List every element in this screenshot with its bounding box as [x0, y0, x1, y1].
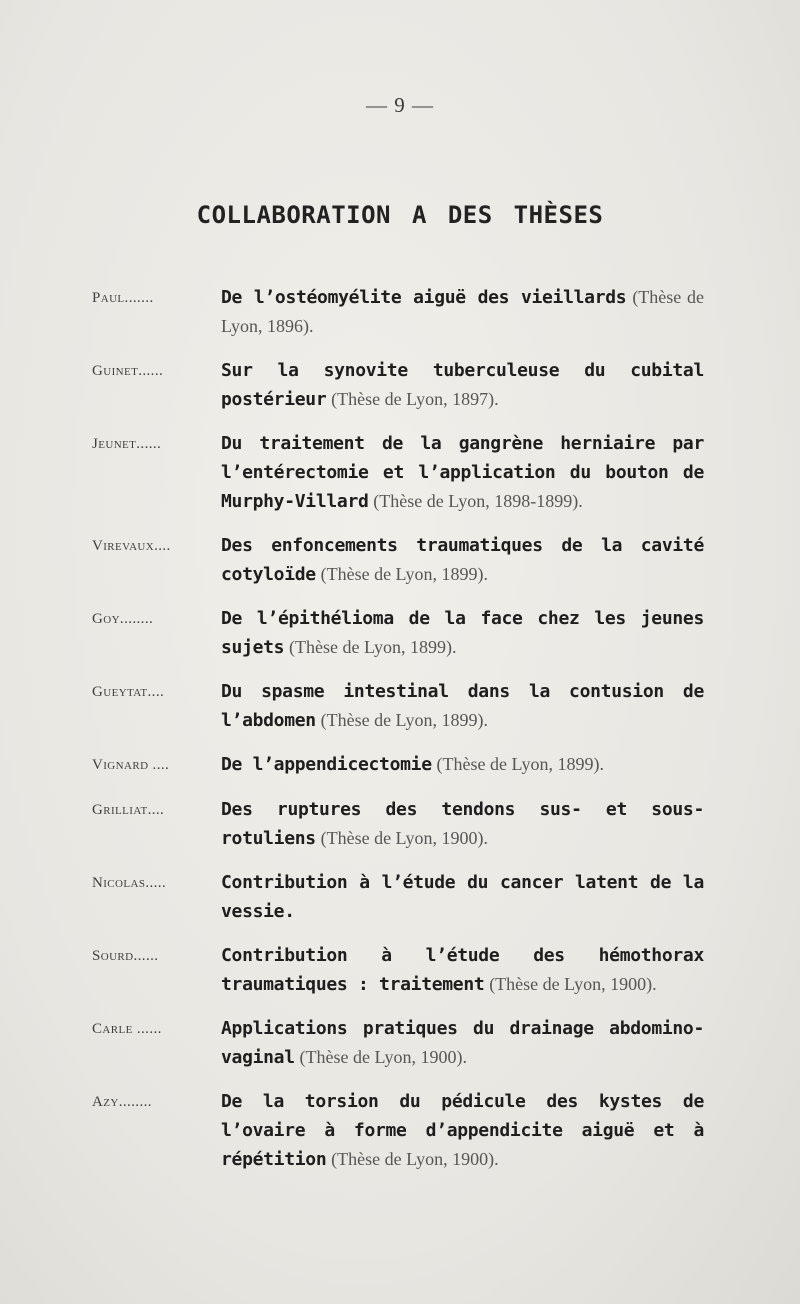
thesis-description [221, 531, 704, 589]
thesis-title: Applications pratiques du drainage abdomino-vaginal [221, 1018, 704, 1068]
thesis-source: (Thèse de Lyon, 1900). [320, 828, 489, 848]
author-name: Virevaux.... [92, 538, 171, 554]
thesis-source: (Thèse de Lyon, 1896). [221, 287, 705, 336]
thesis-title: Du traitement de la gangrène herniaire par l’entérectomie et l’application du bouton de Murphy-Villard [221, 433, 704, 512]
thesis-source: (Thèse de Lyon, 1900). [489, 974, 657, 994]
thesis-source: (Thèse de Lyon, 1900). [299, 1047, 467, 1067]
thesis-source: (Thèse de Lyon, 1897). [331, 389, 499, 409]
thesis-description [221, 283, 704, 341]
list-item [92, 283, 704, 341]
list-item [92, 941, 704, 999]
list-item [92, 677, 704, 735]
list-item [92, 1014, 704, 1072]
thesis-title: Sur la synovite tuberculeuse du cubital postérieur [221, 360, 704, 410]
thesis-description [221, 677, 704, 735]
list-item [92, 868, 704, 926]
author-name: Carle ...... [92, 1021, 162, 1037]
author-name: Goy........ [92, 611, 154, 627]
thesis-source: (Thèse de Lyon, 1899). [320, 564, 489, 584]
thesis-source: (Thèse de Lyon, 1899). [320, 710, 489, 730]
author-name: Jeunet...... [92, 436, 162, 452]
thesis-title: Du spasme intestinal dans la contusion de l’abdomen [221, 681, 704, 731]
thesis-description [221, 1087, 704, 1174]
thesis-description [221, 941, 704, 999]
thesis-list [92, 283, 704, 1174]
thesis-title: De la torsion du pédicule des kystes de l’ovaire à forme d’appendicite aiguë et à répétition [221, 1091, 704, 1170]
thesis-source: (Thèse de Lyon, 1898-1899). [373, 491, 583, 511]
thesis-description [221, 1014, 704, 1072]
author-name: Guinet...... [92, 363, 164, 379]
list-item [92, 795, 704, 853]
author-name: Azy........ [92, 1094, 152, 1110]
author-name: Gueytat.... [92, 684, 165, 700]
thesis-description [221, 356, 704, 414]
list-item [92, 750, 704, 780]
thesis-title: De l’appendicectomie [221, 754, 432, 775]
author-name: Vignard .... [92, 757, 170, 773]
thesis-description [221, 868, 704, 926]
thesis-description [221, 604, 704, 662]
list-item [92, 604, 704, 662]
author-name: Sourd...... [92, 948, 159, 964]
thesis-title: Des enfoncements traumatiques de la cavité cotyloïde [221, 535, 704, 585]
list-item [92, 531, 704, 589]
thesis-title: Des ruptures des tendons sus- et sous-rotuliens [221, 799, 704, 849]
list-item [92, 429, 704, 516]
thesis-source: (Thèse de Lyon, 1899). [288, 637, 457, 657]
thesis-description [221, 750, 704, 779]
author-name: Nicolas..... [92, 875, 167, 891]
page-number: — 9 — [366, 93, 434, 117]
thesis-title: De l’ostéomyélite aiguë des vieillards [221, 287, 627, 308]
page-title: COLLABORATION A DES THÈSES [196, 201, 604, 229]
thesis-description [221, 429, 704, 516]
thesis-title: De l’épithélioma de la face chez les jeunes sujets [221, 608, 704, 658]
author-name: Grilliat.... [92, 802, 165, 818]
thesis-source: (Thèse de Lyon, 1899). [436, 754, 604, 774]
thesis-source: (Thèse de Lyon, 1900). [331, 1149, 499, 1169]
list-item [92, 1087, 704, 1174]
thesis-description [221, 795, 704, 853]
thesis-title: Contribution à l’étude du cancer latent de la vessie. [221, 872, 704, 922]
thesis-title: Contribution à l’étude des hémothorax traumatiques : traitement [221, 945, 704, 995]
list-item [92, 356, 704, 414]
author-name: Paul....... [92, 290, 154, 306]
